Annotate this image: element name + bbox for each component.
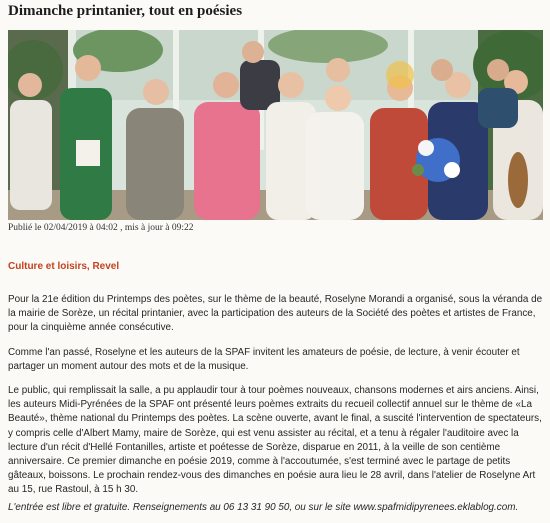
paragraph-1: Pour la 21e édition du Printemps des poètes, sur le thème de la beauté, Roselyne Morandi a organisé, sous la véranda de la mairie de Sorèze, un récital printanier, avec la participation des auteurs de la Société des poètes et artistes de France, pour la cinquième année consécutive. <box>8 294 543 334</box>
paragraph-2: Comme l'an passé, Roselyne et les auteurs de la SPAF invitent les amateurs de poésie, de lecture, à venir écouter et partager un moment autour des mots et de la musique. <box>8 346 520 372</box>
category-link[interactable]: Culture et loisirs, Revel <box>8 261 120 272</box>
paragraph-3: Le public, qui remplissait la salle, a pu applaudir tour à tour poèmes nouveaux, chansons modernes et airs anciens. Ainsi, les auteurs Midi-Pyrénées de la SPAF ont présenté leurs poèmes extraits du recueil collectif annuel sur le thème de «La Beauté», thème national du Printemps des poètes. La scène ouverte, avant le final, a suscité l'intervention de spectateurs, y compris celle d'Albert Mamy, maire de Sorèze, qui est venu assister au récital, et a tenu à régaler l'auditoire avec la lecture d'un récit d'Hellé Fontanilles, artiste et poétesse de Sorèze, disparue en 2011, à la veille de son centième anniversaire. Ce premier dimanche en poésie 2019, comme à l'accoutumée, s'est terminé avec le partage de petits gâteaux, boissons. Le prochain rendez-vous des dimanches en poésie aura lieu le 28 avril, dans l'atelier de Roselyne Art au 15, rue Rastoul, à 15 h 30. <box>8 385 542 496</box>
article-title: Dimanche printanier, tout en poésies <box>8 3 243 19</box>
info-note: L'entrée est libre et gratuite. Renseignements au 06 13 31 90 50, ou sur le site www.spafmidipyrenees.eklablog.com. <box>8 502 519 513</box>
publication-date: Publié le 02/04/2019 à 04:02 , mis à jour à 09:22 <box>8 223 194 233</box>
group-photo-icon <box>8 30 543 220</box>
article-body <box>8 293 543 508</box>
group-photo <box>8 30 543 220</box>
